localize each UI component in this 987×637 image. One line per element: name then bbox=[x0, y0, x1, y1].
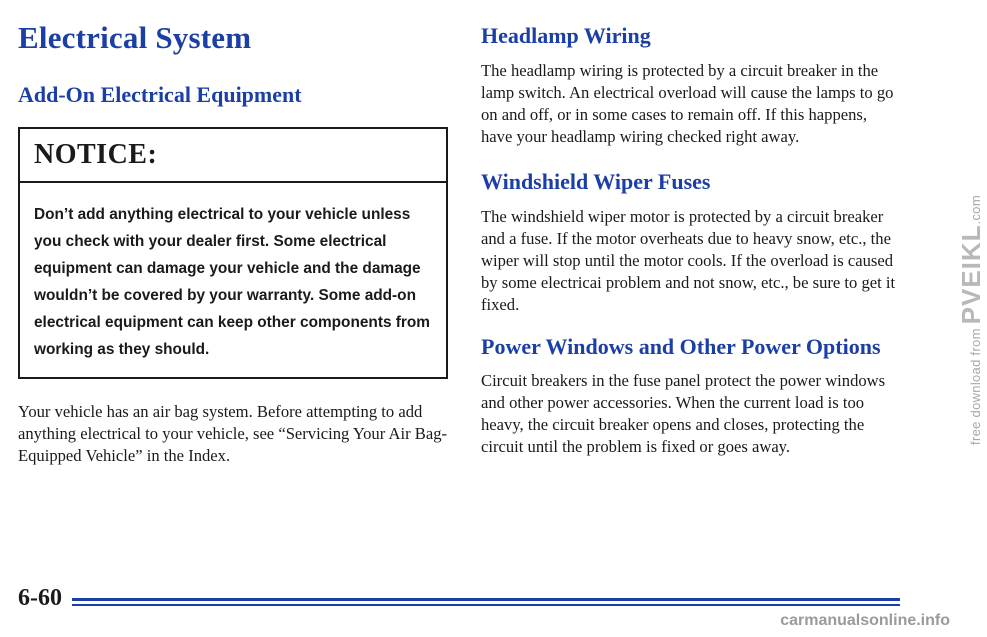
power-options-title: Power Windows and Other Power Options bbox=[481, 334, 881, 359]
notice-box bbox=[18, 127, 448, 379]
watermark-brand: PVEIKL bbox=[956, 224, 986, 325]
wiper-fuses-title: Windshield Wiper Fuses bbox=[481, 169, 711, 194]
footer-rule-thin bbox=[72, 604, 900, 606]
headlamp-wiring-title: Headlamp Wiring bbox=[481, 23, 651, 48]
footer-site-link[interactable]: carmanualsonline.info bbox=[780, 612, 950, 629]
notice-body: Don’t add anything electrical to your vehicle unless you check with your dealer first. Some electrical equipment can damage your vehicle and the damage wouldn’t be covered by your warranty. Some add-on electrical equipment can keep other components from working as they should. bbox=[34, 206, 430, 358]
subsection-title: Add-On Electrical Equipment bbox=[18, 82, 302, 107]
footer-rule bbox=[72, 598, 900, 601]
wiper-fuses-body: The windshield wiper motor is protected by a circuit breaker and a fuse. If the motor overheats due to heavy snow, etc., the wiper will stop until the motor cools. If the overload is caused by some electricai problem and not snow, etc., be sure to get it fixed. bbox=[481, 207, 896, 314]
left-column bbox=[18, 18, 448, 467]
page-number: 6-60 bbox=[18, 585, 62, 611]
watermark-prefix: free download from bbox=[968, 328, 983, 445]
power-options-body: Circuit breakers in the fuse panel protect the power windows and other power accessories. When the current load is too heavy, the circuit breaker opens and closes, protecting the circuit until the problem is fixed or goes away. bbox=[481, 371, 886, 456]
right-column bbox=[481, 18, 911, 458]
watermark-suffix: .com bbox=[968, 195, 983, 225]
watermark bbox=[956, 195, 987, 445]
notice-title: NOTICE: bbox=[20, 129, 446, 183]
section-title: Electrical System bbox=[18, 20, 252, 55]
headlamp-wiring-body: The headlamp wiring is protected by a circuit breaker in the lamp switch. An electrical overload will cause the lamps to go on and off, or in some cases to remain off. If this happens, have your headlamp wiring checked right away. bbox=[481, 61, 894, 146]
air-bag-paragraph: Your vehicle has an air bag system. Before attempting to add anything electrical to your vehicle, see “Servicing Your Air Bag-Equipped Vehicle” in the Index. bbox=[18, 402, 448, 465]
